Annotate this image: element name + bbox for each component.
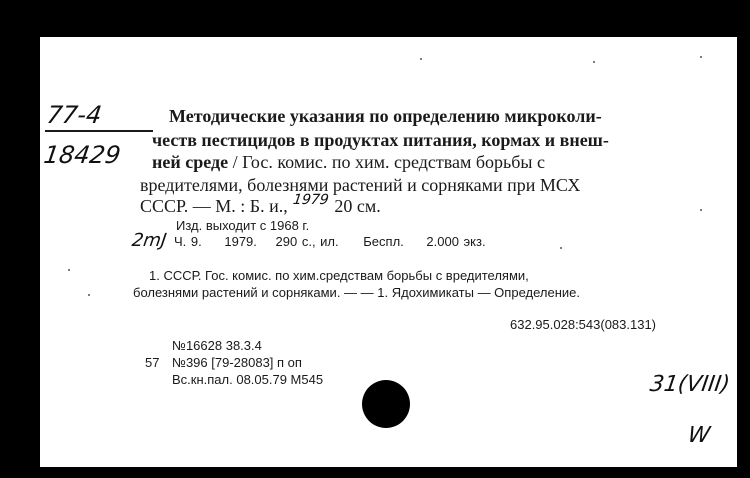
physical-copies: 2.000 экз. [426,234,486,249]
series-note: Изд. выходит с 1968 г. [176,218,310,233]
physical-description [174,234,486,249]
scan-speck [700,56,702,58]
handwritten-margin-mark: 2mJ [130,230,168,251]
imprint-size: 20 см. [334,196,381,216]
physical-part: Ч. 9. [174,234,202,249]
accession-line-2-prefix: 57 [145,355,160,370]
subject-line-2: болезнями растений и сорняками. — — 1. Ядохимикаты — Определение. [133,285,580,300]
scan-speck [700,209,702,211]
imprint-place-publisher: СССР. — М. : Б. и., [140,196,288,216]
scan-speck [560,247,562,249]
title-line-3-rest: / Гос. комис. по хим. средствам борьбы с [232,152,546,172]
call-number-underline [45,130,153,132]
handwritten-initial: W [686,423,712,448]
scan-speck [68,269,70,271]
handwritten-accession-number: 18429 [42,141,123,169]
responsibility-line: вредителями, болезнями растений и сорняками при МСХ [140,175,581,195]
handwritten-shelf-mark: 31(VIII) [648,372,732,397]
scan-speck [593,61,595,63]
scan-speck [420,58,422,60]
card-punch-hole [362,380,410,428]
accession-line-2: №396 [79-28083] п оп [172,355,302,370]
accession-line-3: Вс.кн.пал. 08.05.79 М545 [172,372,324,387]
catalog-card [40,37,737,467]
imprint-year-handwritten: 1979 [292,192,331,208]
imprint-line [140,192,381,217]
classification-number: 632.95.028:543(083.131) [510,317,657,332]
title-line-3-bold: ней среде [152,152,229,172]
title-line-3 [152,152,545,173]
physical-price: Беспл. [363,234,404,249]
physical-year: 1979. [224,234,257,249]
handwritten-call-number-top: 77-4 [45,101,104,129]
accession-line-1: №16628 38.3.4 [172,338,262,353]
physical-pages: 290 с., ил. [275,234,339,249]
title-line-1: Методические указания по определению микроколи- [169,106,602,126]
subject-line-1: 1. СССР. Гос. комис. по хим.средствам борьбы с вредителями, [149,268,529,283]
title-line-2: честв пестицидов в продуктах питания, кормах и внеш- [152,130,609,150]
scan-speck [88,294,90,296]
